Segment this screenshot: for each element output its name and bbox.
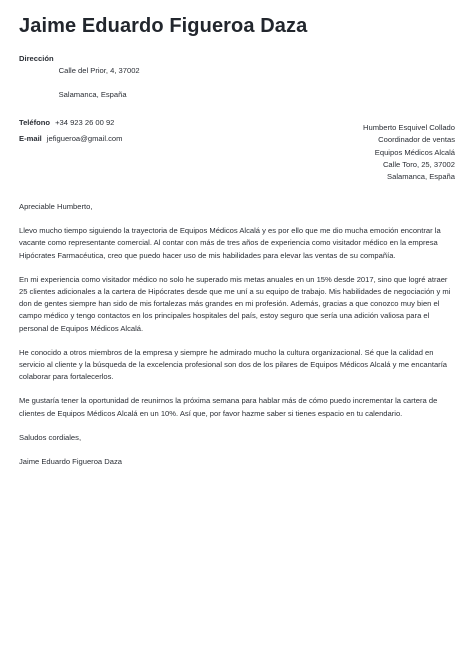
letter-closing: Saludos cordiales, (19, 432, 82, 442)
letter-paragraph: En mi experiencia como visitador médico no solo he superado mis metas anuales en un 15% desde 2017, sino que logré atraer 25 clientes adicionales a la cartera de Hipócrates desde que me uní a su equipo de trabajo. Mis habilidades de negociación y mi don de gentes siempre han sido de mis fortalezas más grandes en mi profesión. Además, gracias a que conozco muy bien el campo médico y tengo contactos en los principales hospitales del país, estoy seguro que sería una adición valiosa para el personal de Equipos Médicos Alcalá. (19, 274, 451, 333)
recipient-city: Salamanca, España (387, 172, 455, 182)
email-value: jefigueroa@gmail.com (46, 134, 123, 143)
letter-paragraph: He conocido a otros miembros de la empresa y siempre he admirado mucho la cultura organizacional. Sé que la calidad en servicio al cliente y la búsqueda de la excelencia profesional son dos de los pilares de Equipos Médicos Alcalá y me encantaría colaborar para fortalecerlos. (19, 347, 448, 382)
sender-name-heading: Jaime Eduardo Figueroa Daza (19, 15, 308, 37)
phone-row (19, 117, 140, 129)
recipient-name: Humberto Esquivel Collado (362, 123, 455, 132)
address-line1: Calle del Prior, 4, 37002 (58, 66, 140, 75)
letter-greeting: Apreciable Humberto, (19, 202, 93, 211)
sender-contact-block (19, 53, 140, 149)
letter-body (19, 201, 455, 480)
recipient-street: Calle Toro, 25, 37002 (382, 159, 455, 169)
letter-paragraph: Me gustaría tener la oportunidad de reunirnos la próxima semana para hablar más de cómo puedo incrementar la cartera de clientes de Equipos Médicos Alcalá en un 10%. Así que, por favor hazme saber si tienes espacio en tu calendario. (19, 396, 438, 418)
recipient-block (363, 122, 455, 183)
recipient-title: Coordinador de ventas (378, 135, 455, 145)
recipient-company: Equipos Médicos Alcalá (374, 147, 455, 157)
phone-label: Teléfono (19, 118, 51, 127)
address-row (19, 53, 140, 113)
email-label: E-mail (19, 134, 42, 143)
letter-paragraph: Llevo mucho tiempo siguiendo la trayectoria de Equipos Médicos Alcalá y es por ello que me dio mucha emoción encontrar la vacante como representante comercial. Al contar con más de tres años de experiencia como visitador médico en la empresa Hipócrates Farmacéutica, creo que puedo hacer uso de mis habilidades para elevar las ventas de su compañía. (19, 226, 441, 260)
letter-signature: Jaime Eduardo Figueroa Daza (19, 457, 122, 467)
address-value (59, 53, 140, 113)
email-row (19, 133, 140, 145)
phone-value: +34 923 26 00 92 (55, 118, 115, 127)
address-label: Dirección (19, 54, 54, 63)
address-line2: Salamanca, España (58, 90, 127, 99)
